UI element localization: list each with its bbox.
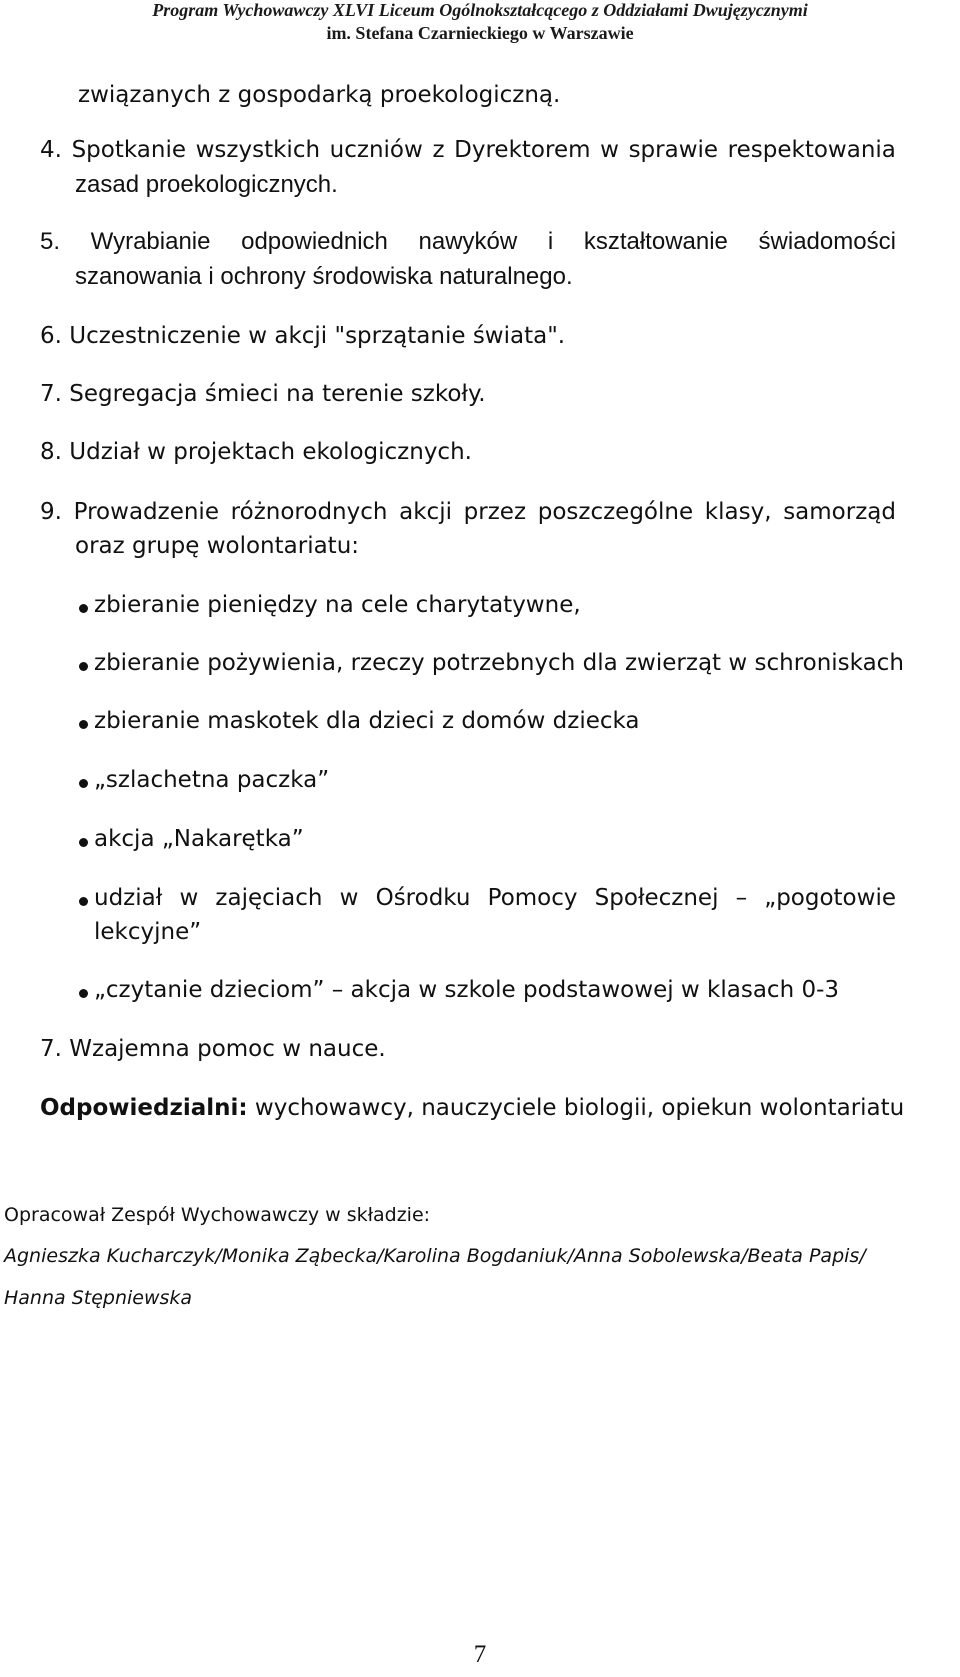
bullet-item-7: „czytanie dzieciom” – akcja w szkole podstawowej w klasach 0-3 bbox=[94, 977, 840, 1003]
list-item-4-line1 bbox=[40, 132, 896, 168]
list-item-4-word: z bbox=[432, 137, 445, 163]
continuation-line: związanych z gospodarką proekologiczną. bbox=[78, 82, 561, 108]
list-item-6: 6. Uczestniczenie w akcji "sprzątanie świata". bbox=[40, 323, 566, 349]
list-item-4-word: Dyrektorem bbox=[454, 137, 591, 163]
bullet-item-6-word: w bbox=[339, 885, 359, 911]
bullet-dot bbox=[79, 604, 88, 613]
bullet-item-1: zbieranie pieniędzy na cele charytatywne, bbox=[94, 592, 581, 618]
page-number: 7 bbox=[473, 1641, 487, 1668]
bullet-dot bbox=[79, 720, 88, 729]
list-item-4-word: respektowania bbox=[727, 137, 896, 163]
list-item-9-word: 9. bbox=[40, 499, 62, 525]
responsible-label: Odpowiedzialni: bbox=[40, 1095, 248, 1121]
bullet-item-5: akcja „Nakarętka” bbox=[94, 826, 304, 852]
header-school-program: Program Wychowawczy XLVI Liceum Ogólnokształcącego z Oddziałami Dwujęzycznymi bbox=[152, 0, 808, 20]
list-item-7b: 7. Wzajemna pomoc w nauce. bbox=[40, 1036, 386, 1062]
bullet-item-6-word: „pogotowie bbox=[764, 885, 896, 911]
bullet-item-4: „szlachetna paczka” bbox=[94, 767, 330, 793]
bullet-item-6-line1 bbox=[94, 880, 896, 916]
header-school-name: im. Stefana Czarnieckiego w Warszawie bbox=[326, 23, 634, 43]
bullet-dot bbox=[79, 779, 88, 788]
responsible-text: wychowawcy, nauczyciele biologii, opiekun wolontariatu bbox=[254, 1095, 905, 1121]
responsible-line bbox=[40, 1090, 904, 1126]
list-item-9-word: samorząd bbox=[783, 499, 896, 525]
list-item-9-word: klasy, bbox=[704, 499, 772, 525]
bullet-dot bbox=[79, 662, 88, 671]
bullet-dot bbox=[79, 989, 88, 998]
list-item-9-line1 bbox=[40, 494, 896, 530]
bullet-item-6-word: Społecznej bbox=[594, 885, 719, 911]
list-item-4-word: Spotkanie bbox=[71, 137, 186, 163]
list-item-8: 8. Udział w projektach ekologicznych. bbox=[40, 439, 472, 465]
bullet-item-6-word: udział bbox=[94, 885, 163, 911]
bullet-item-6-word: Pomocy bbox=[487, 885, 578, 911]
list-item-4-word: uczniów bbox=[329, 137, 423, 163]
list-item-5-word: i bbox=[547, 228, 554, 255]
bullet-item-6-line2: lekcyjne” bbox=[94, 919, 202, 945]
bullet-item-3: zbieranie maskotek dla dzieci z domów dziecka bbox=[94, 708, 640, 734]
list-item-5-word: świadomości bbox=[758, 228, 896, 255]
list-item-9-word: Prowadzenie bbox=[73, 499, 219, 525]
bullet-item-2: zbieranie pożywienia, rzeczy potrzebnych dla zwierząt w schroniskach bbox=[94, 650, 904, 676]
list-item-5-word: Wyrabianie bbox=[90, 228, 211, 255]
list-item-9-word: poszczególne bbox=[537, 499, 694, 525]
credits-intro: Opracował Zespół Wychowawczy w składzie: bbox=[4, 1204, 431, 1226]
bullet-item-6-word: w bbox=[179, 885, 199, 911]
bullet-item-6-word: – bbox=[735, 885, 748, 911]
list-item-7: 7. Segregacja śmieci na terenie szkoły. bbox=[40, 381, 486, 407]
list-item-9-line2: oraz grupę wolontariatu: bbox=[75, 533, 360, 559]
list-item-9-word: różnorodnych bbox=[230, 499, 388, 525]
list-item-4-word: sprawie bbox=[628, 137, 719, 163]
bullet-item-6-word: zajęciach bbox=[215, 885, 323, 911]
list-item-9-word: akcji bbox=[399, 499, 452, 525]
list-item-4-word: w bbox=[600, 137, 619, 163]
list-item-4-word: wszystkich bbox=[195, 137, 321, 163]
credits-names-line1: Agnieszka Kucharczyk/Monika Ząbecka/Karolina Bogdaniuk/Anna Sobolewska/Beata Papis/ bbox=[4, 1245, 866, 1267]
bullet-dot bbox=[79, 897, 88, 906]
bullet-item-6-word: Ośrodku bbox=[375, 885, 471, 911]
list-item-4-word: 4. bbox=[40, 137, 62, 163]
list-item-5-word: nawyków bbox=[418, 228, 518, 255]
bullet-dot bbox=[79, 838, 88, 847]
list-item-5-line2: szanowania i ochrony środowiska naturalnego. bbox=[75, 263, 573, 290]
list-item-5-word: kształtowanie bbox=[583, 228, 728, 255]
list-item-4-line2: zasad proekologicznych. bbox=[75, 171, 338, 198]
credits-names-line2: Hanna Stępniewska bbox=[4, 1287, 193, 1309]
list-item-9-word: przez bbox=[463, 499, 527, 525]
list-item-5-word: odpowiednich bbox=[241, 228, 388, 255]
list-item-5-line1 bbox=[40, 224, 896, 260]
list-item-5-word: 5. bbox=[40, 228, 61, 255]
